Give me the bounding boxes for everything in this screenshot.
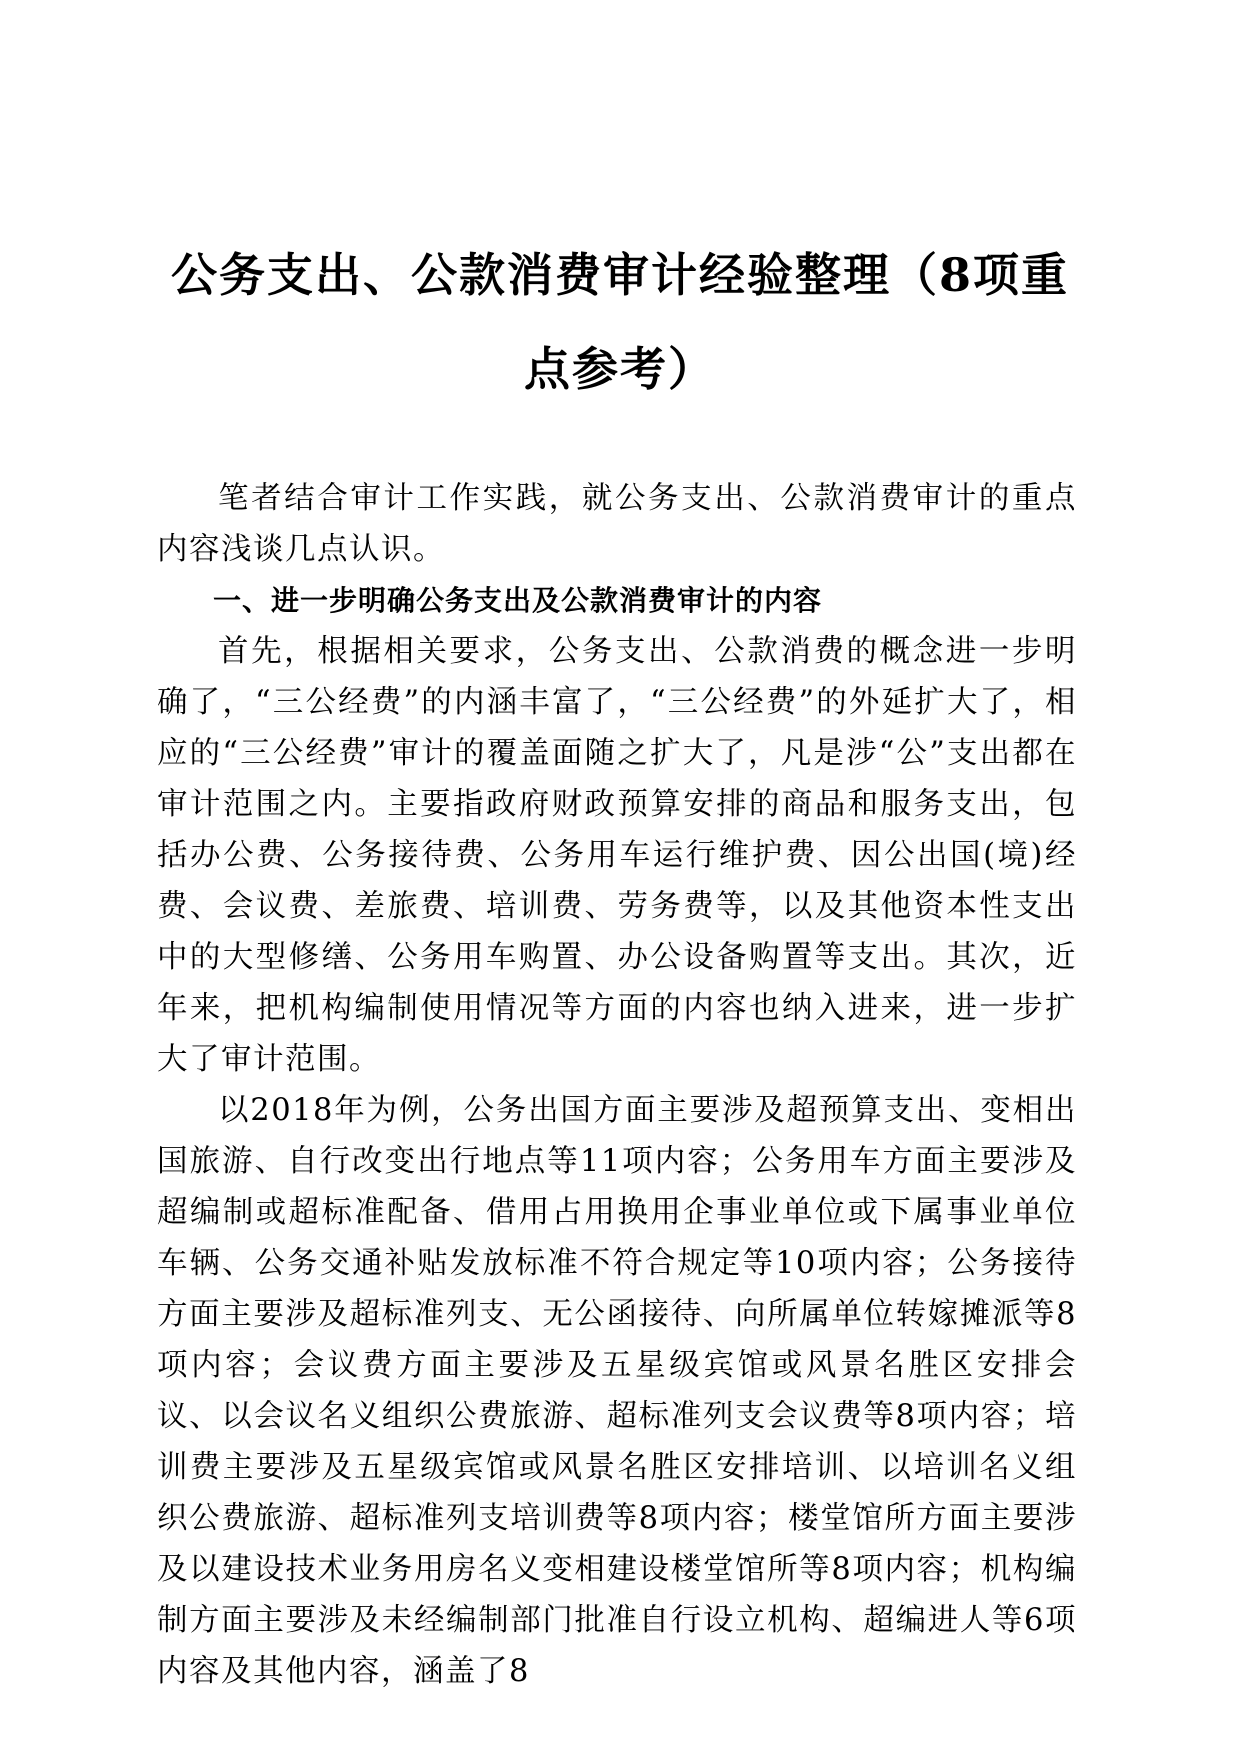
body-paragraph-2: 以2018年为例，公务出国方面主要涉及超预算支出、变相出国旅游、自行改变出行地点等11项内容；公务用车方面主要涉及超编制或超标准配备、借用占用换用企事业单位或下属事业单位车辆、公务交通补贴发放标准不符合规定等10项内容；公务接待方面主要涉及超标准列支、无公函接待、向所属单位转嫁摊派等8项内容；会议费方面主要涉及五星级宾馆或风景名胜区安排会议、以会议名义组织公费旅游、超标准列支会议费等8项内容；培训费主要涉及五星级宾馆或风景名胜区安排培训、以培训名义组织公费旅游、超标准列支培训费等8项内容；楼堂馆所方面主要涉及以建设技术业务用房名义变相建设楼堂馆所等8项内容；机构编制方面主要涉及未经编制部门批准自行设立机构、超编进人等6项内容及其他内容，涵盖了8 — [157, 1093, 1077, 1689]
document-title: 公务支出、公款消费审计经验整理（8项重点参考） — [170, 248, 1069, 396]
section-heading: 一、进一步明确公务支出及公款消费审计的内容 — [213, 584, 823, 617]
body-paragraph-1: 首先，根据相关要求，公务支出、公款消费的概念进一步明确了，“三公经费”的内涵丰富了，“三公经费”的外延扩大了，相应的“三公经费”审计的覆盖面随之扩大了，凡是涉“公”支出都在审计范围之内。主要指政府财政预算安排的商品和服务支出，包括办公费、公务接待费、公务用车运行维护费、因公出国(境)经费、会议费、差旅费、培训费、劳务费等，以及其他资本性支出中的大型修缮、公务用车购置、办公设备购置等支出。其次，近年来，把机构编制使用情况等方面的内容也纳入进来，进一步扩大了审计范围。 — [157, 634, 1077, 1077]
document-body — [157, 473, 1077, 1697]
intro-paragraph: 笔者结合审计工作实践，就公务支出、公款消费审计的重点内容浅谈几点认识。 — [157, 481, 1077, 567]
